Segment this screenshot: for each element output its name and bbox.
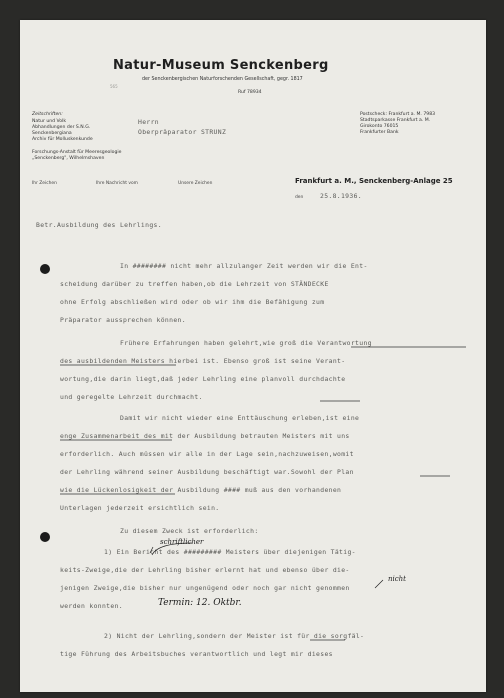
unsere-zeichen-label: Unsere Zeichen <box>178 181 213 186</box>
den-label: den <box>295 195 304 200</box>
handwritten-termin: Termin: 12. Oktbr. <box>158 598 242 608</box>
journal-line-1: Natur und Volk <box>32 119 67 124</box>
place-line: Frankfurt a. M., Senckenberg-Anlage 25 <box>295 177 453 185</box>
ihr-zeichen-label: Ihr Zeichen <box>32 181 57 186</box>
handwritten-nicht: nicht <box>388 575 406 583</box>
body-p1-line-1: In ######## nicht mehr allzulanger Zeit werden wir die Ent- <box>120 262 368 270</box>
body-p4-intro: Zu diesem Zweck ist erforderlich: <box>120 527 259 535</box>
body-p3-line-5: wie die Lückenlosigkeit der Ausbildung #### muß aus den vorhandenen <box>60 486 342 494</box>
item2-line-1: 2) Nicht der Lehrling,sondern der Meister ist für die sorgfäl- <box>104 632 365 640</box>
archive-stamp: 565 <box>110 84 118 89</box>
bank-line-2: Stadtsparkasse Frankfurt a. M. <box>360 118 431 123</box>
phone-number: Ruf 78934 <box>238 90 262 95</box>
item1-line-1: 1) Ein Bericht des ######### Meisters über diejenigen Tätig- <box>104 548 356 556</box>
item1-line-3: jenigen Zweige,die bisher nur ungenügend oder noch gar nicht genommen <box>60 584 350 592</box>
body-p1-line-4: Präparator aussprechen können. <box>60 316 186 324</box>
body-p3-line-6: Unterlagen jederzeit ersichtlich sein. <box>60 504 220 512</box>
body-p3-line-2: enge Zusammenarbeit des mit der Ausbildung betrauten Meisters mit uns <box>60 432 350 440</box>
journal-line-3: Senckenbergiana <box>32 131 72 136</box>
bank-line-3: Girokonto 76015 <box>360 124 399 129</box>
ihre-nachricht-label: Ihre Nachricht vom <box>96 181 138 186</box>
addressee-line-1: Herrn <box>138 118 159 126</box>
letter-page <box>20 20 486 692</box>
body-p3-line-3: erforderlich. Auch müssen wir alle in der Lage sein,nachzuweisen,womit <box>60 450 354 458</box>
museum-title: Natur-Museum Senckenberg <box>113 58 329 73</box>
item1-line-4: werden konnten. <box>60 602 123 610</box>
body-p1-line-2: scheidung darüber zu treffen haben,ob die Lehrzeit von STÄNDECKE <box>60 280 329 288</box>
body-p3-line-4: der Lehrling während seiner Ausbildung beschäftigt war.Sowohl der Plan <box>60 468 354 476</box>
addressee-line-2: Oberpräparator STRUNZ <box>138 128 227 136</box>
museum-subtitle: der Senckenbergischen Naturforschenden Gesellschaft, gegr. 1817 <box>142 77 303 82</box>
insert-caret <box>152 543 192 555</box>
item1-line-2: keits-Zweige,die der Lehrling bisher erlernt hat und ebenso über die- <box>60 566 350 574</box>
pencil-marks <box>20 20 486 692</box>
body-p3-line-1: Damit wir nicht wieder eine Enttäuschung erleben,ist eine <box>120 414 360 422</box>
handwritten-insert: schriftlicher <box>160 538 204 546</box>
institute-line-1: Forschungs-Anstalt für Meeresgeologie <box>32 150 122 155</box>
body-p1-line-3: ohne Erfolg abschließen wird oder ob wir ihm die Befähigung zum <box>60 298 325 306</box>
journals-heading: Zeitschriften: <box>32 112 63 117</box>
body-p2-line-4: und geregelte Lehrzeit durchmacht. <box>60 393 203 401</box>
journal-line-2: Abhandlungen der S.N.G. <box>32 125 91 130</box>
bank-line-1: Postscheck: Frankfurt a. M. 7983 <box>360 112 436 117</box>
item2-line-2: tige Führung des Arbeitsbuches verantwortlich und legt mir dieses <box>60 650 333 658</box>
letter-date: 25.8.1936. <box>320 192 362 200</box>
bank-line-4: Frankfurter Bank <box>360 130 399 135</box>
body-p2-line-2: des ausbildenden Meisters hierbei ist. Ebenso groß ist seine Verant- <box>60 357 346 365</box>
body-p2-line-1: Frühere Erfahrungen haben gelehrt,wie groß die Verantwortung <box>120 339 372 347</box>
subject-line: Betr.Ausbildung des Lehrlings. <box>36 221 162 229</box>
institute-line-2: „Senckenberg", Wilhelmshaven <box>32 156 105 161</box>
body-p2-line-3: wortung,die darin liegt,daß jeder Lehrling eine planvoll durchdachte <box>60 375 346 383</box>
journal-line-4: Archiv für Molluskenkunde <box>32 137 93 142</box>
nicht-caret <box>375 580 383 588</box>
